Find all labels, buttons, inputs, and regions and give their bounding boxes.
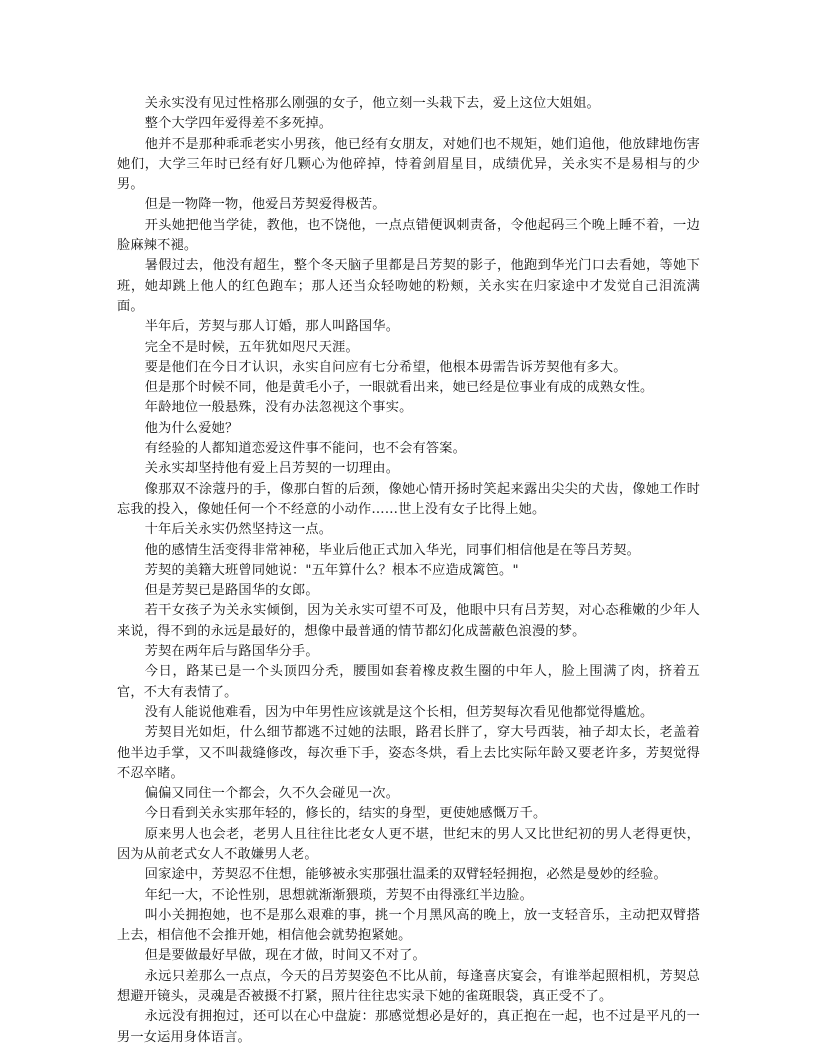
paragraph: 整个大学四年爱得差不多死掉。 [144, 116, 333, 132]
paragraph: 他的感情生活变得非常神秘，毕业后他正式加入华光，同事们相信他是在等吕芳契。 [144, 542, 641, 558]
paragraph: 开头她把他当学徒，教他，也不饶他，一点点错便讽刺责备，令他起码三个晚上睡不着，一边脸麻辣不褪。 [117, 217, 700, 254]
paragraph: 永远只差那么一点点，今天的吕芳契姿色不比从前，每逢喜庆宴会，有谁举起照相机，芳契总想避开镜头，灵魂是否被摄不打紧，照片往往忠实录下她的雀斑眼袋，真正受不了。 [117, 968, 700, 1005]
paragraph: 暑假过去，他没有超生，整个冬天脑子里都是吕芳契的影子，他跑到华光门口去看她，等她下班，她却跳上他人的红色跑车；那人还当众轻吻她的粉颊，关永实在归家途中才发觉自己泪流满面。 [117, 258, 700, 314]
paragraph: 永远没有拥抱过，还可以在心中盘旋：那感觉想必是好的，真正抱在一起，也不过是平凡的一男一女运用身体语言。 [117, 1009, 700, 1045]
paragraph: 没有人能说他难看，因为中年男性应该就是这个长相，但芳契每次看见他都觉得尴尬。 [144, 704, 654, 720]
paragraph: 他并不是那种乖乖老实小男孩，他已经有女朋友，对她们也不规矩，她们追他，他放肆地伤害她们，大学三年时已经有好几颗心为他碎掉，恃着剑眉星目，成绩优异，关永实不是易相与的少男。 [117, 136, 700, 193]
paragraph: 今日，路某已是一个头顶四分秃，腰围如套着橡皮救生圈的中年人，脸上围满了肉，挤着五官，不大有表情了。 [117, 664, 700, 700]
paragraph: 但是那个时候不同，他是黄毛小子，一眼就看出来，她已经是位事业有成的成熟女性。 [144, 380, 654, 396]
paragraph: 回家途中，芳契忍不住想，能够被永实那强壮温柔的双臂轻轻拥抱，必然是曼妙的经验。 [144, 867, 667, 883]
paragraph: 年纪一大，不论性别，思想就渐渐猥琐，芳契不由得涨红半边脸。 [144, 887, 533, 903]
paragraph: 芳契目光如炬，什么细节都逃不过她的法眼，路君长胖了，穿大号西装，袖子却太长，老盖着他半边手掌，又不叫裁缝修改，每次垂下手，姿态冬烘，看上去比实际年龄又要老许多，芳契觉得不忍卒睹。 [117, 725, 700, 781]
paragraph: 关永实没有见过性格那么刚强的女子，他立刻一头栽下去，爱上这位大姐姐。 [144, 96, 600, 111]
paragraph: 年龄地位一般悬殊，没有办法忽视这个事实。 [144, 400, 413, 416]
paragraph: 关永实却坚持他有爱上吕芳契的一切理由。 [144, 461, 400, 477]
paragraph: 他为什么爱她？ [144, 420, 239, 436]
paragraph: 原来男人也会老，老男人且往往比老女人更不堪，世纪末的男人又比世纪初的男人老得更快，因为从前老式女人不敢嫌男人老。 [117, 826, 700, 862]
paragraph: 半年后，芳契与那人订婚，那人叫路国华。 [144, 319, 400, 335]
paragraph: 偏偏又同住一个都会，久不久会碰见一次。 [144, 786, 400, 802]
paragraph: 要是他们在今日才认识，永实自问应有七分希望，他根本毋需告诉芳契他有多大。 [144, 359, 627, 375]
paragraph: 叫小关拥抱她，也不是那么艰难的事，挑一个月黑风高的晚上，放一支轻音乐，主动把双臂搭上去，相信他不会推开她，相信他会就势抱紧她。 [117, 907, 700, 944]
paragraph: 但是芳契已是路国华的女郎。 [144, 583, 319, 599]
paragraph: 芳契的美籍大班曾同她说："五年算什么？根本不应造成篱笆。" [144, 562, 519, 578]
paragraph: 但是一物降一物，他爱吕芳契爱得极苦。 [144, 197, 386, 213]
paragraph: 有经验的人都知道恋爱这件事不能问，也不会有答案。 [144, 441, 467, 457]
paragraph: 十年后关永实仍然坚持这一点。 [144, 522, 333, 538]
paragraph: 像那双不涂蔻丹的手，像那白皙的后颈，像她心情开扬时笑起来露出尖尖的犬齿，像她工作时忘我的投入，像她任何一个不经意的小动作……世上没有女子比得上她。 [117, 481, 700, 517]
paragraph: 完全不是时候，五年犹如咫尺天涯。 [144, 339, 359, 355]
paragraph: 今日看到关永实那年轻的，修长的，结实的身型，更使她感慨万千。 [144, 806, 547, 822]
paragraph: 但是要做最好早做，现在才做，时间又不对了。 [144, 948, 426, 964]
paragraph: 若干女孩子为关永实倾倒，因为关永实可望不可及，他眼中只有吕芳契，对心态稚嫩的少年人来说，得不到的永远是最好的，想像中最普通的情节都幻化成蔷蔽色浪漫的梦。 [117, 603, 700, 639]
document-body [117, 94, 700, 1048]
paragraph: 芳契在两年后与路国华分手。 [144, 644, 319, 660]
